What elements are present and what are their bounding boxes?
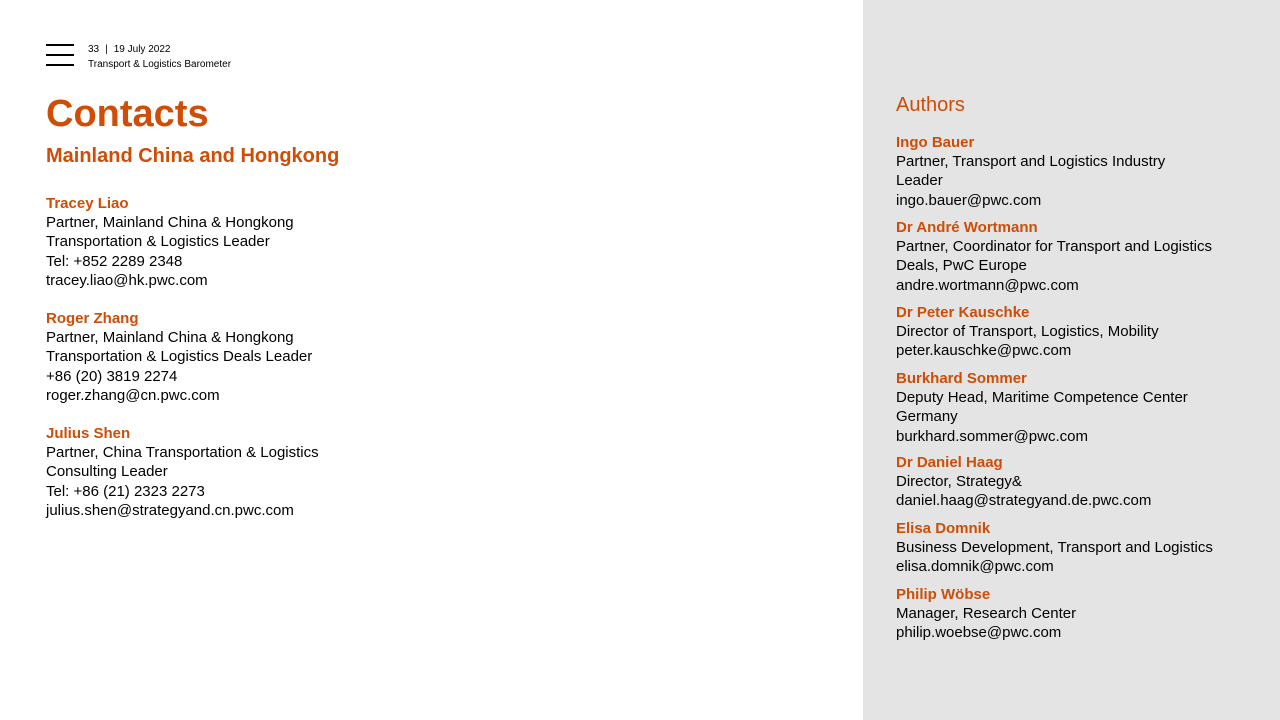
- contact-phone: Tel: +852 2289 2348: [46, 252, 183, 270]
- contact-name: Tracey Liao: [46, 195, 129, 212]
- author-email[interactable]: peter.kauschke@pwc.com: [896, 342, 1072, 360]
- author-name: Dr Peter Kauschke: [896, 304, 1030, 321]
- contact-phone: Tel: +86 (21) 2323 2273: [46, 482, 205, 500]
- contact-role: Partner, China Transportation & Logistics: [46, 444, 319, 462]
- contact-email[interactable]: julius.shen@strategyand.cn.pwc.com: [46, 501, 294, 519]
- author-email[interactable]: philip.woebse@pwc.com: [896, 624, 1062, 642]
- author-role: Deputy Head, Maritime Competence Center: [896, 389, 1188, 407]
- author-name: Elisa Domnik: [896, 520, 991, 537]
- contact-name: Roger Zhang: [46, 310, 139, 327]
- author-role: Director of Transport, Logistics, Mobility: [896, 323, 1159, 341]
- page-title: Contacts: [46, 93, 209, 135]
- author-name: Philip Wöbse: [896, 586, 991, 603]
- author-role: Partner, Transport and Logistics Industry: [896, 153, 1166, 171]
- author-email[interactable]: ingo.bauer@pwc.com: [896, 191, 1042, 209]
- region-subtitle: Mainland China and Hongkong: [46, 145, 340, 167]
- contact-card-roger-zhang: [46, 309, 376, 405]
- author-card-philip-wobse: [896, 585, 1256, 643]
- contact-role: Partner, Mainland China & Hongkong: [46, 214, 294, 232]
- author-role: Leader: [896, 172, 943, 190]
- page-number: 33: [88, 44, 100, 55]
- author-role: Business Development, Transport and Logistics: [896, 539, 1213, 557]
- author-email[interactable]: andre.wortmann@pwc.com: [896, 276, 1079, 294]
- contact-name: Julius Shen: [46, 425, 131, 442]
- author-name: Dr Daniel Haag: [896, 454, 1003, 471]
- contact-email[interactable]: tracey.liao@hk.pwc.com: [46, 271, 208, 289]
- author-name: Ingo Bauer: [896, 134, 975, 151]
- hamburger-menu-icon[interactable]: [46, 44, 74, 66]
- contact-role: Consulting Leader: [46, 463, 168, 481]
- authors-heading: Authors: [896, 94, 965, 116]
- contact-phone: +86 (20) 3819 2274: [46, 367, 178, 385]
- author-card-ingo-bauer: [896, 133, 1256, 210]
- author-name: Dr André Wortmann: [896, 219, 1038, 236]
- author-card-andre-wortmann: [896, 218, 1256, 295]
- contact-role: Partner, Mainland China & Hongkong: [46, 329, 294, 347]
- header-separator: |: [105, 44, 108, 55]
- publication-title: Transport & Logistics Barometer: [88, 59, 232, 70]
- author-card-daniel-haag: [896, 453, 1256, 511]
- contact-card-tracey-liao: [46, 194, 376, 290]
- author-role: Partner, Coordinator for Transport and Logistics: [896, 238, 1212, 256]
- author-role: Germany: [896, 408, 958, 426]
- contact-role: Transportation & Logistics Deals Leader: [46, 348, 313, 366]
- author-role: Director, Strategy&: [896, 473, 1022, 491]
- document-header: [88, 42, 231, 72]
- author-email[interactable]: elisa.domnik@pwc.com: [896, 558, 1054, 576]
- publication-date: 19 July 2022: [113, 44, 171, 55]
- author-name: Burkhard Sommer: [896, 370, 1027, 387]
- contact-card-julius-shen: [46, 424, 376, 520]
- author-card-burkhard-sommer: [896, 369, 1256, 446]
- author-card-peter-kauschke: [896, 303, 1256, 361]
- author-card-elisa-domnik: [896, 519, 1256, 577]
- contact-email[interactable]: roger.zhang@cn.pwc.com: [46, 386, 220, 404]
- author-role: Manager, Research Center: [896, 605, 1077, 623]
- contact-role: Transportation & Logistics Leader: [46, 233, 270, 251]
- author-role: Deals, PwC Europe: [896, 257, 1027, 275]
- page-info: [88, 42, 231, 57]
- author-email[interactable]: daniel.haag@strategyand.de.pwc.com: [896, 492, 1152, 510]
- author-email[interactable]: burkhard.sommer@pwc.com: [896, 427, 1088, 445]
